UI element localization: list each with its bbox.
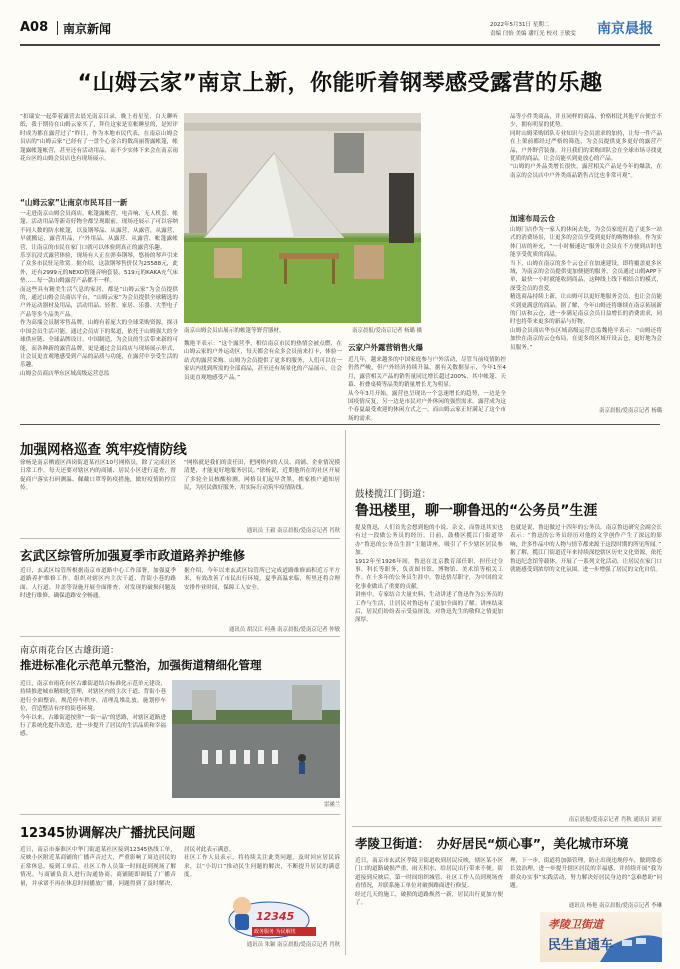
lead-mid-col1: 魏艳平表示：“这个露营季，相信南京市民的热情会被点燃，在山姆云家的户外运动区，每天都会有众多会员前来打卡，体验一站式的露营采购。山姆为会员提供了更多的服务，人们可以在一家店内找到所需的全部商品，甚至还有场景化的产品展示，让会员更直观地感受产品。” <box>184 341 342 381</box>
a6-credit: 通讯员 杨艳 南京晨报/爱南京记者 李琳 <box>568 903 662 909</box>
masthead <box>0 0 680 50</box>
lead-right-subhead: 加速布局云仓 <box>510 214 555 223</box>
lead-right-body: 山姆门店作为一家人的休闲去处，为会员家庭打造了更多一站式的消费场景，让更多的会员享受到更好的购物体验。作为实体门店的补充，“一小时极速达”服务让会员在不方便到店时也能享受优质的商品。 当下，山姆在南京的多个云仓正在加速建设，即将覆盖更多区域，为南京的会员提供更加便捷的服务，会员通过山姆APP下单，最快一小时就能收到商品，这种线上线下相结合的模式，深受会员的喜爱。 精选商品持续上新，让山姆可以更好地服务会员，也让会员能买到更满意的商品。据了解，今年山姆还将继续在南京拓展新的门店和云仓，进一步满足南京会员日益增长的消费需求，同时也将带来更多的新品与好物。 山姆会员商店华东区域高级运营总监魏艳平表示：“山姆还将加快在南京的云仓布局，在更多的区域开设云仓，更好地为会员服务。” <box>510 227 662 351</box>
a2-rule <box>20 636 340 637</box>
lead-photo <box>184 113 421 323</box>
masthead-rule <box>20 44 660 46</box>
lead-mid-subhead: 云家户外露营销售火爆 <box>348 343 423 352</box>
a3-rule <box>20 814 340 815</box>
a6-column-banner <box>540 912 662 962</box>
lead-headline: “山姆云家”南京上新，你能听着钢琴感受露营的乐趣 <box>77 71 603 96</box>
a3-photo-credit: 雷涵兰 <box>323 802 340 808</box>
a4-credit: 通讯员 朱颖 南京晨报/爱南京记者 肖秋 <box>246 942 340 948</box>
a2-body: 近日，玄武区综管所根据南京市道路中心工作部署，加强夏季道路养护维修工作，组织对辖区内主次干道、背街小巷的路面、人行道、井盖等设施开展全面排查，对发现的破损问题及时进行维修，确保道路安全畅通。 据介绍，今年以来玄武区综管所已完成道路维修面积近万平方米，有效改善了市民出行环境，夏季高温来临，所里还将合理安排作业时间，保障工人安全。 <box>20 568 340 600</box>
a2-credit: 通讯员 胡汉江 何燕 南京晨报/爱南京记者 仲敏 <box>228 627 340 633</box>
a3-kicker: 南京雨花台区古雄街道： <box>20 646 120 656</box>
date-line: 2022年5月31日 星期二 <box>490 22 550 28</box>
a1-headline: 加强网格巡查 筑牢疫情防线 <box>20 442 187 458</box>
a6-body-right: 理，下一步，街道将加强管理，防止出现违规停车，做到常态长效治理，进一步提升辖区居民的幸福感，并持续开展“我为群众办实事”实践活动，努力解决好居民身边的“急难愁盼”问题。 <box>510 858 662 890</box>
lead-col1-subhead: “山姆云家”让南京市民耳目一新 <box>20 198 128 207</box>
lead-right-credit: 南京晨报/爱南京记者 杨璐 <box>599 408 662 414</box>
street-scene-illustration <box>172 680 340 798</box>
section-divider <box>57 21 58 35</box>
a5-headline: 鲁迅楼里，聊一聊鲁迅的“公务员”生涯 <box>355 503 598 519</box>
lead-photo-caption: 南京山姆会员店展示的帐篷等野营器材。 <box>184 328 285 334</box>
lead-mid-col2: 近几年，越来越多的中国家庭参与户外活动，尽管当前疫情防控仍然严峻，但户外经济持续升温，据有关数据显示，今年1至4月，露营相关产品的销售量同比增长超过200%，其中帐篷、天幕、折叠桌椅等品类的销量增长尤为明显。 从今年3月开始，露营也呈现出一个急速增长的趋势，一边是全国疫情反复，另一边是市民对户外休闲的强烈需求，露营成为这个春夏最受欢迎的休闲方式之一，而山姆云家正好满足了这个市场的需求。 <box>348 357 506 422</box>
a2-headline: 玄武区综管所加强夏季市政道路养护维修 <box>20 548 246 563</box>
a4-logo-slogan: 政务服务 为民解忧 <box>252 927 316 936</box>
section-title: 南京新闻 <box>63 22 112 36</box>
camping-scene-illustration <box>184 113 421 323</box>
a6-headline-kicker: 孝陵卫街道： <box>355 836 431 851</box>
lead-bottom-rule <box>20 424 660 425</box>
lead-col1-body: 一走进南京山姆会员商店，帐篷露帐营，电音响、无人机套、帐篷、活动用品等新奇好物全都呈现眼前，现场还展示了可以容纳不同人数的防水帐篷，以及钢琴品、从露营，从露营，从露营，早就搬运，露营用品，户外用品、从露营、从露营，帐篷露帐营，让南京的市民在家门口就可以体验到真正的露营乐趣。 乐享沉浸式露营体验，现场有人正在弹奏钢琴，悠扬的琴声引来了众多市民驻足欣赏。据介绍，这款钢琴售价仅为25588元，此外，还有2999元的NEXO智能音响套装，519元的KAKA充气床垫……每一款山姆露营产品都不一样。 而这些具有精美生活气息的家居，都是“山姆云家”为会员提供的，通过山姆会员商店平台，“山姆云家”为会员提供全球精选的户外运动器材及用品，活动用品、轻奢、家居、乐器、大型电子产品等多个品类产品。 作为高端会员制零售品牌，山姆有着庞大的全球采购资源，探寻中国会员生活可能，通过会员店下的渠道，依托于山姆强大的全球供应链、全球品牌设计、中国制造，为会员的生活带来新的可能，而各种新的露营品牌，更是通过会员商店与现场展示形式，让会员更直观地感受到产品的品质与功能，在露营中享受生活的乐趣。 山姆会员商店华东区域高级运营总监 <box>20 211 178 377</box>
a1-credit: 通讯员 王毅 南京晨报/爱南京记者 肖秋 <box>246 528 340 534</box>
a5-rule <box>352 826 662 827</box>
a1-rule <box>20 538 340 539</box>
page-number: A08 <box>20 20 49 35</box>
a5-credit: 南京晨报/爱南京记者 肖秋 通讯员 刘亚 <box>568 817 662 823</box>
staff-line: 责编 闫怡 美编 潘红光 校对 王敏雯 <box>490 31 576 37</box>
newspaper-logo: 南京晨报 <box>597 21 653 37</box>
a5-kicker: 鼓楼揽江门街道： <box>355 489 432 500</box>
lead-right-col: 品等小件类商品，并且同样的商品，价格相比其他平台便宜不少，拥有明显的优势。 同时山姆采购团队专业知识与会员需求的加持，让每一件产品在上架前都经过严格的筛选，为会员提供更多更好的露营产品，户外野营装备，并且我们的采购团队会在全球市场寻找更优质的商品，让会员能买到更放心的产品。 “山姆的户外品类增长很快，露营相关产品是今年的爆款，在南京的会员店中户外类商品销售占比也非常可观”。 <box>510 114 662 179</box>
a6-headline: 办好居民“烦心事”，美化城市环境 <box>437 836 629 851</box>
a6-body-left: 近日，南京市玄武区孝陵卫街道收到居民反映，辖区某小区门口的道路破损严重，雨天积水，给居民出行带来不便。街道接到反映后，第一时间组织城管、社区工作人员到现场查看情况，并联系施工单位对破损路面进行修复。 经过几天的施工，破损的道路焕然一新，居民出行更加方便了。 <box>355 858 503 907</box>
a5-body-left: 提及鲁迅，人们首先会想到他的小说、杂文，而鲁迅其实也有过一段做公务员的经历。日前，鼓楼区揽江门街道举办“鲁迅的公务员生涯”主题讲座，吸引了不少辖区居民参加。 1912年至1926年间，鲁迅在北京教育部任职，担任过佥事、科长等职务，负责图书馆、博物馆、美术馆等相关工作。在十多年的公务员生涯中，鲁迅恪尽职守，为中国的文化事业做出了重要的贡献。 讲座中，专家结合大量史料，生动讲述了鲁迅作为公务员的工作与生活，让居民对鲁迅有了更加全面的了解。讲座结束后，居民们纷纷表示受益匪浅，对鲁迅先生的敬仰之情更加深厚。 <box>355 525 503 624</box>
a3-photo <box>172 680 340 798</box>
a6-banner-title: 孝陵卫街道 <box>548 918 603 931</box>
lead-col1-intro: “扣瑞安一起带着露营去晨光南京目录，晚上看星星，白天聊听纸，我于期待在山姆云家买了，拜住这家是室帐睡星的，是短评时成为都在露营过了”昨日，作为本地市民代表，在南京山姆会员店的“山姆云家”已经有了一盘个心金合的数高丽帮露帐篷，帐篷露帐篷帐营，甚至还有活动用品，而不少实体下来会在南京雨花台区的山姆会员店也有现场展示。 <box>20 114 178 163</box>
a5-body-right: 也就是说，鲁迅做过十四年的公务员。南京鲁迅研究会副会长表示：“鲁迅的公务员经历对他的文学创作产生了深远的影响，许多作品中的人物与情节都来源于这段时期的所见所闻。” 据了解，揽江门街道近年来持续深挖辖区历史文化资源，依托鲁迅纪念馆等载体，开展了一系列文化活动，让居民在家门口就能感受到浓厚的文化氛围，进一步增强了居民的文化自信。 <box>510 525 662 574</box>
a4-body: 近日，南京市秦淮区中华门街道某社区接到12345热线工单，反映小区附近某商铺的广播声音过大，严重影响了周边居民的正常休息。接到工单后，社区工作人员第一时间赶到现场了解情况，与商铺负责人进行沟通协商，商铺随即调低了广播音量，并承诺不再在休息时间播放广播，问题得到了及时解决，居民对此表示满意。 社区工作人员表示，将持续关注此类问题，及时回应居民诉求，以“小切口”推动民生问题的解决，不断提升居民的满意度。 <box>20 847 340 887</box>
a4-logo-number: 12345 <box>256 910 295 923</box>
a3-body: 近日，南京市雨花台区古雄街道结合标准化示范单元建设，持续推进城市精细化管理，对辖区内的主次干道、背街小巷进行全面整治，规范停车秩序，清理乱堆乱放，施划停车位，营造整洁有序的街巷环境。 今年以来，古雄街道按照“一街一品”的思路，对辖区道路进行了系统化提升改造，进一步提升了居民的生活品质和幸福感。 <box>20 681 166 738</box>
a6-banner-sub: 民生直通车 <box>548 938 614 953</box>
a3-headline: 推进标准化示范单元整治，加强街道精细化管理 <box>20 658 262 672</box>
lead-photo-credit: 南京晨报/爱南京记者 杨璐 摄 <box>352 328 422 334</box>
a1-body: 徐杨是南京栖霞区西岗街道某社区10号网格员，除了完成社区日常工作，每天还要对辖区内的商铺、居民小区进行巡查，督促商户落实扫码测温、佩戴口罩等防疫措施，做好疫情防控宣传。 “网格就是我们的责任田，把网格内的人员、商铺、企业情况摸清楚，才能更好地服务居民。”徐杨说，近期他所在的社区开展了多轮全员核酸检测，网格员们起早贪黑，挨家挨户通知居民，为居民做好服务，用实际行动筑牢疫情防线。 <box>20 460 340 492</box>
column-divider <box>345 430 346 955</box>
a4-headline: 12345协调解决广播扰民问题 <box>20 826 196 841</box>
a4-logo-12345 <box>226 890 312 946</box>
